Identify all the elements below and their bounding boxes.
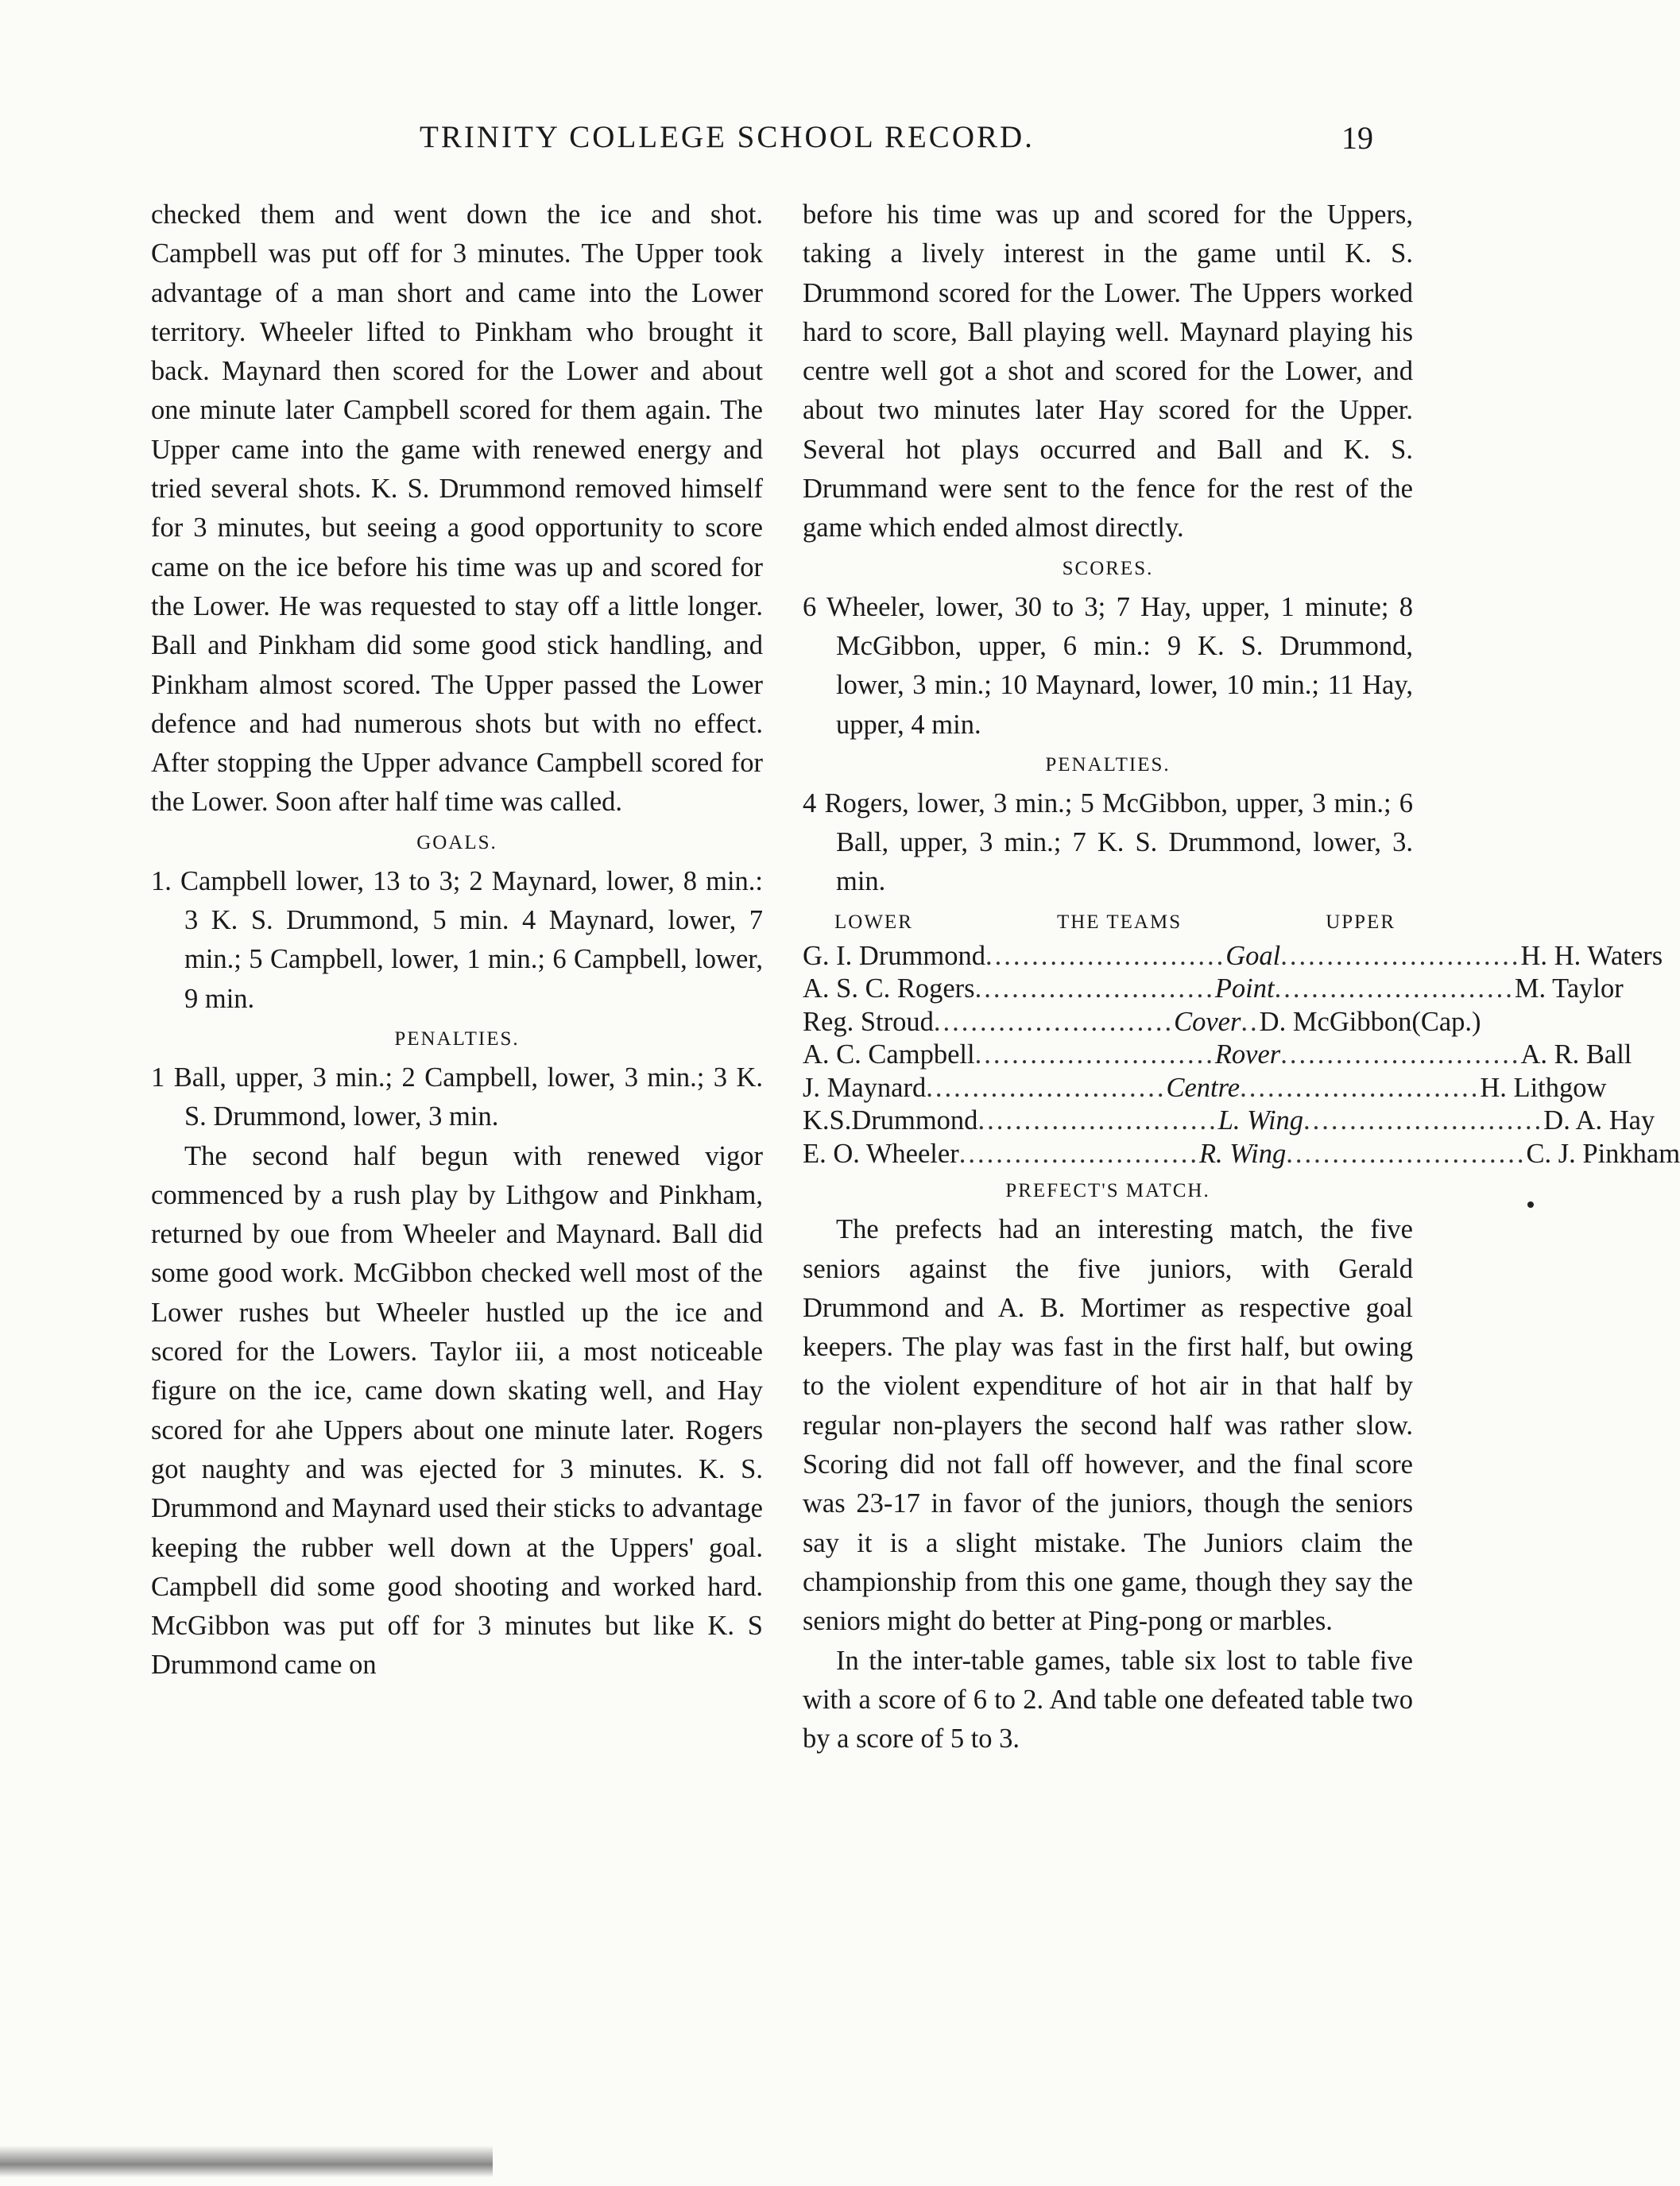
player-position: Centre <box>1166 1072 1241 1103</box>
lower-player: Reg. Stroud <box>803 1006 934 1037</box>
right-paragraph-3: In the inter-table games, table six lost to table five with a score of 6 to 2. And table one defeated table two by a score of 5 to 3. <box>803 1645 1413 1755</box>
lower-player: E. O. Wheeler <box>803 1138 959 1169</box>
teams-header <box>803 907 1413 938</box>
lower-player: K.S.Drummond <box>803 1105 978 1136</box>
left-paragraph-2: The second half begun with renewed vigor commenced by a rush play by Lithgow and Pinkham, returned by oue from Wheeler and Maynard. Ball did some good work. McGibbon checked well most of the Lower rushes but Wheeler hustled up the ice and scored for the Lowers. Taylor iii, a most noticeable figure on the ice, came down skating well, and Hay scored for ahe Uppers about one minute later. Rogers got naughty and was ejected for 3 minutes. K. S. Drummond and Maynard used their sticks to advantage keeping the rubber well down at the Uppers' goal. Campbell did some good shooting and worked hard. McGibbon was put off for 3 minutes but like K. S Drummond came on <box>151 1140 763 1681</box>
lower-player: G. I. Drummond <box>803 940 985 971</box>
right-penalties-heading: PENALTIES. <box>1045 753 1171 776</box>
left-paragraph-1: checked them and went down the ice and shot. Campbell was put off for 3 minutes. The Upper took advantage of a man short and came into the Lower territory. Wheeler lifted to Pinkham who brought it back. Maynard then scored for the Lower and about one minute later Campbell scored for them again. The Upper came into the game with renewed energy and tried several shots. K. S. Drummond removed himself for 3 minutes, but seeing a good opportunity to score came on the ice before his time was up and scored for the Lower. He was requested to stay off a little longer. Ball and Pinkham did some good stick handling, and Pinkham almost scored. The Upper passed the Lower defence and had numerous shots but with no effect. After stopping the Upper advance Campbell scored for the Lower. Soon after half time was called. <box>151 199 763 818</box>
upper-player: H. H. Waters <box>1520 940 1663 971</box>
ink-speck <box>1527 1201 1534 1208</box>
upper-player: A. R. Ball <box>1520 1039 1632 1070</box>
goals-list: 1. Campbell lower, 13 to 3; 2 Maynard, lower, 8 min.: 3 K. S. Drummond, 5 min. 4 Maynard, lower, 7 min.; 5 Campbell, lower, 1 min.; 6 Campbell, lower, 9 min. <box>151 865 763 1014</box>
upper-player: M. Taylor <box>1514 973 1624 1004</box>
team-row: K.S.Drummond .......................... L. Wing .......................... D. A. Hay <box>803 1105 1413 1138</box>
teams-lower-heading: LOWER <box>834 911 913 933</box>
right-paragraph-2: The prefects had an interesting match, the five seniors against the five juniors, with Gerald Drummond and A. B. Mortimer as respective goal keepers. The play was fast in the first half, but owing to the violent expenditure of hot air in that half by regular non-players the second half was rather slow. Scoring did not fall off however, and the final score was 23-17 in favor of the juniors, though the seniors say it is a slight mistake. The Juniors claim the championship from this one game, though they say the seniors might do better at Ping-pong or marbles. <box>803 1214 1413 1637</box>
lower-player: A. C. Campbell <box>803 1039 975 1070</box>
scores-list: 6 Wheeler, lower, 30 to 3; 7 Hay, upper, 1 minute; 8 McGibbon, upper, 6 min.: 9 K. S. Drummond, lower, 3 min.; 10 Maynard, lower, 10 min.; 11 Hay, upper, 4 min. <box>803 591 1413 740</box>
player-position: L. Wing <box>1217 1105 1304 1136</box>
left-penalties-heading: PENALTIES. <box>394 1027 520 1050</box>
player-position: Point <box>1214 973 1275 1004</box>
right-column <box>803 195 1680 1758</box>
upper-player: D. McGibbon(Cap.) <box>1259 1006 1481 1037</box>
teams-title: THE TEAMS <box>1056 911 1183 933</box>
player-position: Rover <box>1214 1039 1281 1070</box>
team-row: E. O. Wheeler .......................... R. Wing .......................... C. J. Pinkham <box>803 1138 1413 1171</box>
teams-table <box>803 940 1680 1171</box>
teams-upper-heading: UPPER <box>1326 911 1395 933</box>
page-number: 19 <box>1341 120 1373 156</box>
team-row: J. Maynard .......................... Centre .......................... H. Lithgow <box>803 1072 1413 1105</box>
player-position: Goal <box>1225 940 1281 971</box>
lower-player: J. Maynard <box>803 1072 927 1103</box>
team-row: Reg. Stroud .......................... Cover .. D. McGibbon(Cap.) <box>803 1006 1413 1039</box>
scores-heading: SCORES. <box>1062 557 1154 579</box>
right-penalties-list: 4 Rogers, lower, 3 min.; 5 McGibbon, upper, 3 min.; 6 Ball, upper, 3 min.; 7 K. S. Drummond, lower, 3. min. <box>803 787 1413 897</box>
running-head: TRINITY COLLEGE SCHOOL RECORD. <box>420 120 1035 154</box>
player-position: Cover <box>1174 1006 1241 1037</box>
lower-player: A. S. C. Rogers <box>803 973 975 1004</box>
team-row: A. S. C. Rogers .......................... Point .......................... M. Taylor <box>803 973 1413 1006</box>
team-row: G. I. Drummond .......................... Goal .......................... H. H. Waters <box>803 940 1413 973</box>
right-paragraph-1: before his time was up and scored for the Uppers, taking a lively interest in the game until K. S. Drummond scored for the Lower. The Uppers worked hard to score, Ball playing well. Maynard playing his centre well got a shot and scored for the Lower, and about two minutes later Hay scored for the Upper. Several hot plays occurred and Ball and K. S. Drummand were sent to the fence for the rest of the game which ended almost directly. <box>803 199 1413 544</box>
left-penalties-list: 1 Ball, upper, 3 min.; 2 Campbell, lower, 3 min.; 3 K. S. Drummond, lower, 3 min. <box>151 1062 763 1132</box>
upper-player: C. J. Pinkham <box>1526 1138 1680 1169</box>
team-row: A. C. Campbell .......................... Rover .......................... A. R. Ball <box>803 1039 1413 1072</box>
scan-edge-smudge <box>0 2145 493 2177</box>
upper-player: H. Lithgow <box>1480 1072 1607 1103</box>
left-column <box>151 195 763 1685</box>
goals-heading: GOALS. <box>416 831 497 853</box>
prefects-heading: PREFECT'S MATCH. <box>1005 1180 1210 1202</box>
player-position: R. Wing <box>1198 1138 1287 1169</box>
upper-player: D. A. Hay <box>1543 1105 1655 1136</box>
